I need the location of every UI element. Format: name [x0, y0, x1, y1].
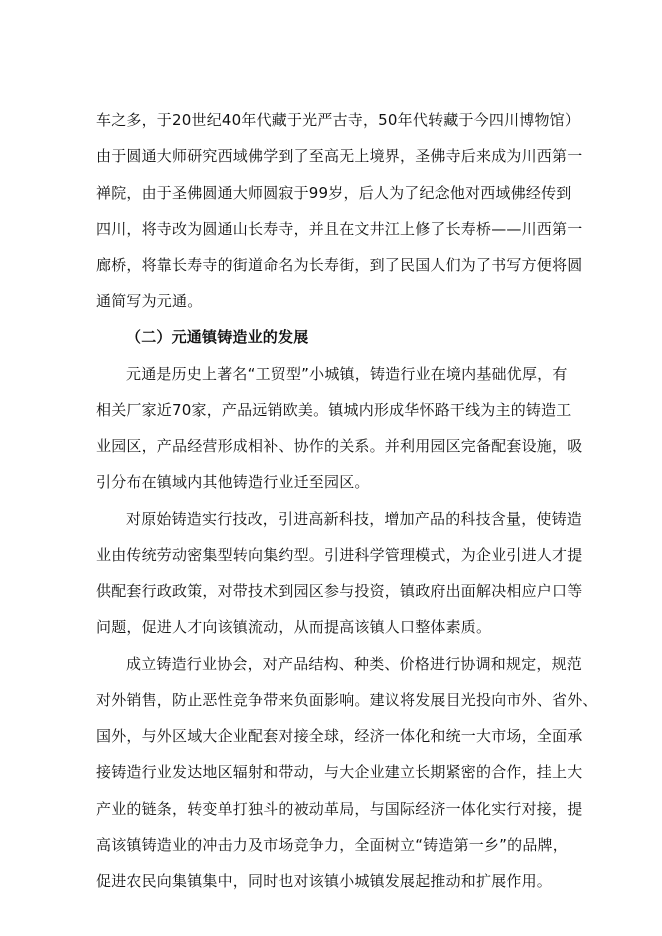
- paragraph-line-16: 成立铸造行业协会，对产品结构、种类、价格进行协调和规定，规范: [126, 655, 583, 673]
- section-heading: （二）元通镇铸造业的发展: [126, 328, 309, 346]
- paragraph-line-14: 供配套行政政策，对带技术到园区参与投资，镇政府出面解决相应户口等: [96, 582, 583, 600]
- paragraph-line-17: 对外销售，防止恶性竞争带来负面影响。建议将发展目光投向市外、省外、: [96, 691, 598, 709]
- paragraph-line-5: 廊桥，将靠长寿寺的街道命名为长寿街，到了民国人们为了书写方便将圆: [96, 256, 583, 274]
- paragraph-line-20: 产业的链条，转变单打独斗的被动革局，与国际经济一体化实行对接，提: [96, 800, 583, 818]
- paragraph-line-3: 禅院，由于圣佛圆通大师圆寂于99岁，后人为了纪念他对西域佛经传到: [96, 184, 572, 202]
- paragraph-line-12: 对原始铸造实行技改，引进高新科技，增加产品的科技含量，使铸造: [126, 510, 583, 528]
- paragraph-line-10: 业园区，产品经营形成相补、协作的关系。并利用园区完备配套设施，吸: [96, 437, 583, 455]
- paragraph-line-15: 问题，促进人才向该镇流动，从而提高该镇人口整体素质。: [96, 618, 492, 636]
- paragraph-line-21: 高该镇铸造业的冲击力及市场竞争力，全面树立“铸造第一乡”的品牌，: [96, 836, 568, 854]
- paragraph-line-22: 促进农民向集镇集中，同时也对该镇小城镇发展起推动和扩展作用。: [96, 872, 553, 890]
- paragraph-line-2: 由于圆通大师研究西域佛学到了至高无上境界，圣佛寺后来成为川西第一: [96, 147, 583, 165]
- paragraph-line-19: 接铸造行业发达地区辐射和带动，与大企业建立长期紧密的合作，挂上大: [96, 763, 583, 781]
- paragraph-line-4: 四川，将寺改为圆通山长寿寺，并且在文井江上修了长寿桥——川西第一: [96, 220, 583, 238]
- paragraph-line-13: 业由传统劳动密集型转向集约型。引进科学管理模式，为企业引进人才提: [96, 546, 583, 564]
- paragraph-line-9: 相关厂家近70家，产品远销欧美。镇城内形成华怀路干线为主的铸造工: [96, 401, 572, 419]
- paragraph-line-11: 引分布在镇域内其他铸造行业迁至园区。: [96, 473, 370, 491]
- paragraph-line-1: 车之多，于20世纪40年代藏于光严古寺，50年代转藏于今四川博物馆）: [96, 111, 581, 129]
- paragraph-line-6: 通简写为元通。: [96, 292, 203, 310]
- paragraph-line-18: 国外，与外区域大企业配套对接全球，经济一体化和统一大市场，全面承: [96, 727, 583, 745]
- paragraph-line-8: 元通是历史上著名“工贸型”小城镇，铸造行业在境内基础优厚，有: [126, 365, 568, 383]
